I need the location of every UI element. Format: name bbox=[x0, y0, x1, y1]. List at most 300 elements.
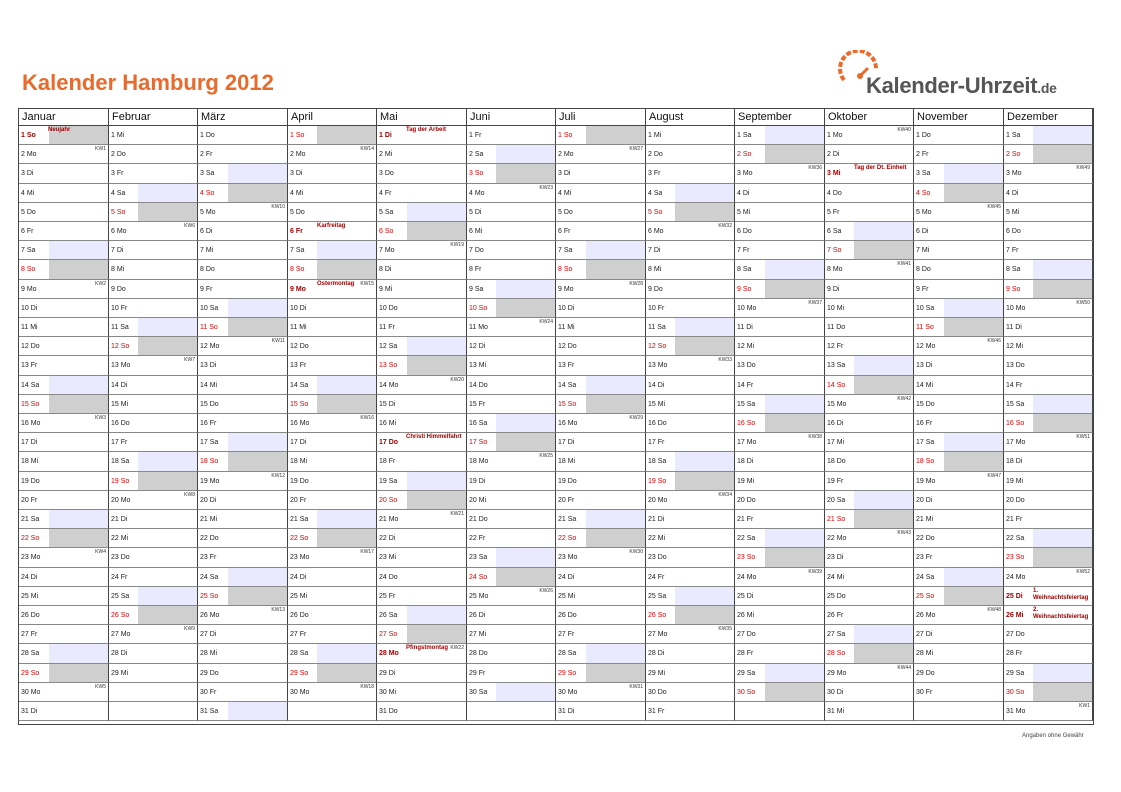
day-label: 15 Mo bbox=[827, 401, 847, 408]
day-label: 23 Mo bbox=[558, 554, 578, 561]
day-label: 24 Di bbox=[21, 574, 38, 581]
day-label: 4 So bbox=[200, 190, 215, 197]
day-label: 12 Do bbox=[21, 343, 40, 350]
day-cell bbox=[735, 702, 825, 721]
saturday-shade bbox=[765, 664, 824, 682]
day-label: 24 Sa bbox=[200, 574, 219, 581]
day-label: 30 Mo bbox=[290, 689, 310, 696]
day-cell bbox=[288, 337, 377, 356]
day-cell bbox=[556, 433, 646, 452]
day-label: 26 So bbox=[111, 612, 130, 619]
day-label: 29 Di bbox=[379, 670, 396, 677]
saturday-shade bbox=[944, 568, 1003, 586]
day-cell bbox=[377, 241, 467, 260]
day-label: 15 Do bbox=[916, 401, 935, 408]
holiday-label: Neujahr bbox=[48, 127, 71, 133]
day-cell bbox=[556, 222, 646, 241]
day-cell bbox=[377, 548, 467, 568]
sunday-shade bbox=[765, 414, 824, 432]
day-cell bbox=[646, 395, 735, 414]
day-label: 8 Fr bbox=[469, 266, 482, 273]
day-cell bbox=[1004, 606, 1093, 625]
day-cell bbox=[556, 510, 646, 529]
day-label: 25 Di bbox=[737, 593, 754, 600]
day-cell bbox=[109, 222, 198, 241]
holiday-label: Ostermontag bbox=[317, 281, 355, 287]
day-label: 15 Mi bbox=[648, 401, 666, 408]
week-number: KW18 bbox=[360, 684, 374, 690]
day-label: 26 So bbox=[648, 612, 667, 619]
day-label: 20 Do bbox=[737, 497, 756, 504]
sunday-shade bbox=[675, 606, 734, 624]
calendar-grid bbox=[18, 108, 1094, 725]
sunday-shade bbox=[854, 241, 913, 259]
day-label: 13 Do bbox=[737, 362, 756, 369]
sunday-shade bbox=[228, 318, 287, 336]
day-label: 12 Di bbox=[469, 343, 486, 350]
day-cell bbox=[377, 414, 467, 433]
saturday-shade bbox=[496, 683, 555, 701]
week-number: KW7 bbox=[184, 357, 195, 363]
day-cell bbox=[735, 510, 825, 529]
day-label: 16 Do bbox=[648, 420, 667, 427]
day-cell bbox=[1004, 299, 1093, 318]
day-cell bbox=[467, 395, 556, 414]
day-label: 9 Mo bbox=[290, 286, 306, 293]
day-label: 1 So bbox=[558, 132, 573, 139]
day-cell bbox=[467, 318, 556, 337]
sunday-shade bbox=[228, 452, 287, 471]
day-label: 22 Mi bbox=[648, 535, 666, 542]
day-cell bbox=[735, 395, 825, 414]
week-number: KW52 bbox=[1076, 569, 1090, 575]
sunday-shade bbox=[496, 433, 555, 451]
day-cell bbox=[467, 222, 556, 241]
day-cell bbox=[914, 433, 1004, 452]
day-cell bbox=[198, 606, 288, 625]
day-label: 21 Sa bbox=[558, 516, 577, 523]
day-label: 7 Di bbox=[111, 247, 124, 254]
day-cell bbox=[19, 472, 109, 491]
day-cell bbox=[646, 625, 735, 644]
day-cell bbox=[198, 568, 288, 587]
day-label: 4 Mo bbox=[469, 190, 485, 197]
sunday-shade bbox=[675, 472, 734, 490]
day-cell bbox=[556, 568, 646, 587]
day-cell bbox=[377, 683, 467, 702]
day-label: 30 Fr bbox=[200, 689, 217, 696]
day-cell bbox=[646, 318, 735, 337]
day-label: 11 Mi bbox=[290, 324, 307, 331]
saturday-shade bbox=[496, 280, 555, 298]
day-label: 2 So bbox=[1006, 151, 1021, 158]
day-cell bbox=[288, 241, 377, 260]
sunday-shade bbox=[49, 664, 108, 682]
day-label: 9 Mo bbox=[558, 286, 574, 293]
day-cell bbox=[109, 491, 198, 510]
day-cell bbox=[735, 356, 825, 376]
day-cell bbox=[556, 625, 646, 644]
month-header: Januar bbox=[19, 109, 109, 126]
month-header: November bbox=[914, 109, 1004, 126]
day-label: 27 Mo bbox=[111, 631, 131, 638]
day-label: 8 So bbox=[558, 266, 573, 273]
day-label: 6 Di bbox=[200, 228, 213, 235]
day-cell bbox=[735, 318, 825, 337]
day-label: 14 Sa bbox=[290, 382, 309, 389]
sunday-shade bbox=[1033, 548, 1092, 567]
sunday-shade bbox=[944, 184, 1003, 202]
day-label: 20 Sa bbox=[827, 497, 846, 504]
day-cell bbox=[467, 126, 556, 145]
week-number: KW38 bbox=[808, 434, 822, 440]
week-number: KW42 bbox=[897, 396, 911, 402]
day-label: 7 Sa bbox=[21, 247, 36, 254]
page-title: Kalender Hamburg 2012 bbox=[22, 70, 274, 95]
day-cell bbox=[377, 491, 467, 510]
day-label: 25 So bbox=[200, 593, 219, 600]
day-cell bbox=[1004, 548, 1093, 568]
saturday-shade bbox=[407, 606, 466, 624]
day-label: 8 So bbox=[290, 266, 305, 273]
sunday-shade bbox=[944, 318, 1003, 336]
day-cell bbox=[914, 664, 1004, 683]
day-label: 14 Di bbox=[648, 382, 665, 389]
day-cell bbox=[467, 606, 556, 625]
day-label: 24 Sa bbox=[916, 574, 935, 581]
day-cell bbox=[646, 644, 735, 664]
day-label: 30 Di bbox=[827, 689, 844, 696]
day-label: 14 Do bbox=[469, 382, 488, 389]
day-cell bbox=[646, 683, 735, 702]
day-label: 6 Di bbox=[916, 228, 929, 235]
day-label: 5 So bbox=[111, 209, 126, 216]
saturday-shade bbox=[675, 587, 734, 605]
day-cell bbox=[556, 491, 646, 510]
day-label: 19 Mo bbox=[916, 478, 936, 485]
week-number: KW36 bbox=[808, 165, 822, 171]
week-number: KW24 bbox=[539, 319, 553, 325]
day-cell bbox=[19, 529, 109, 548]
week-number: KW10 bbox=[271, 204, 285, 210]
day-label: 25 Di bbox=[1006, 593, 1023, 600]
day-cell bbox=[467, 568, 556, 587]
day-cell bbox=[377, 280, 467, 299]
day-label: 6 Fr bbox=[290, 228, 303, 235]
day-label: 12 Fr bbox=[827, 343, 844, 350]
sunday-shade bbox=[317, 260, 376, 279]
day-cell bbox=[109, 203, 198, 222]
day-cell bbox=[109, 452, 198, 472]
day-label: 31 Di bbox=[21, 708, 38, 715]
day-cell bbox=[825, 126, 914, 145]
day-cell bbox=[19, 433, 109, 452]
day-cell bbox=[556, 164, 646, 184]
week-number: KW50 bbox=[1076, 300, 1090, 306]
day-cell bbox=[19, 625, 109, 644]
day-cell bbox=[556, 376, 646, 395]
day-label: 4 Sa bbox=[111, 190, 126, 197]
saturday-shade bbox=[1033, 260, 1092, 279]
day-cell bbox=[109, 260, 198, 280]
day-cell bbox=[556, 644, 646, 664]
week-number: KW3 bbox=[95, 415, 106, 421]
saturday-shade bbox=[854, 356, 913, 375]
logo[interactable] bbox=[836, 50, 1076, 100]
day-cell bbox=[825, 318, 914, 337]
day-label: 10 Di bbox=[558, 305, 575, 312]
day-label: 19 So bbox=[648, 478, 667, 485]
day-label: 31 Fr bbox=[648, 708, 665, 715]
day-cell bbox=[377, 625, 467, 644]
day-cell bbox=[556, 529, 646, 548]
day-label: 22 Do bbox=[916, 535, 935, 542]
saturday-shade bbox=[138, 184, 197, 202]
day-label: 8 Do bbox=[200, 266, 215, 273]
day-cell bbox=[735, 644, 825, 664]
day-label: 19 Fr bbox=[827, 478, 844, 485]
day-cell bbox=[914, 145, 1004, 164]
day-cell bbox=[198, 548, 288, 568]
day-label: 12 Mi bbox=[737, 343, 755, 350]
day-label: 20 So bbox=[379, 497, 398, 504]
saturday-shade bbox=[317, 376, 376, 394]
saturday-shade bbox=[407, 203, 466, 221]
day-cell bbox=[467, 299, 556, 318]
day-cell bbox=[288, 472, 377, 491]
day-cell bbox=[825, 222, 914, 241]
week-number: KW27 bbox=[629, 146, 643, 152]
day-cell bbox=[735, 184, 825, 203]
day-cell bbox=[646, 529, 735, 548]
week-number: KW21 bbox=[450, 511, 464, 517]
day-cell bbox=[556, 548, 646, 568]
day-label: 22 So bbox=[21, 535, 40, 542]
day-cell bbox=[467, 356, 556, 376]
day-label: 16 Di bbox=[827, 420, 844, 427]
day-label: 19 Do bbox=[21, 478, 40, 485]
day-cell bbox=[556, 203, 646, 222]
day-cell bbox=[556, 395, 646, 414]
day-cell bbox=[467, 164, 556, 184]
day-label: 21 Sa bbox=[21, 516, 40, 523]
saturday-shade bbox=[228, 433, 287, 451]
day-label: 14 Fr bbox=[737, 382, 754, 389]
day-cell bbox=[735, 683, 825, 702]
day-cell bbox=[914, 644, 1004, 664]
day-label: 29 Mi bbox=[111, 670, 129, 677]
day-label: 13 Mo bbox=[648, 362, 668, 369]
day-label: 23 So bbox=[1006, 554, 1025, 561]
day-label: 24 Do bbox=[379, 574, 398, 581]
day-cell bbox=[1004, 337, 1093, 356]
day-label: 29 Mi bbox=[648, 670, 666, 677]
saturday-shade bbox=[944, 299, 1003, 317]
day-cell bbox=[735, 529, 825, 548]
day-label: 17 Do bbox=[379, 439, 399, 446]
day-cell bbox=[198, 625, 288, 644]
day-cell bbox=[914, 299, 1004, 318]
day-cell bbox=[288, 414, 377, 433]
day-label: 23 Mi bbox=[379, 554, 397, 561]
sunday-shade bbox=[49, 395, 108, 413]
day-cell bbox=[198, 203, 288, 222]
day-label: 28 Mo bbox=[379, 650, 399, 657]
day-cell bbox=[914, 280, 1004, 299]
day-label: 31 Di bbox=[558, 708, 575, 715]
day-cell bbox=[825, 145, 914, 164]
logo-tld: .de bbox=[1037, 80, 1057, 96]
day-cell bbox=[914, 606, 1004, 625]
day-cell bbox=[467, 203, 556, 222]
day-cell bbox=[825, 395, 914, 414]
day-cell bbox=[288, 587, 377, 606]
day-cell bbox=[914, 683, 1004, 702]
day-label: 22 Sa bbox=[1006, 535, 1025, 542]
day-label: 4 Sa bbox=[648, 190, 663, 197]
day-label: 29 Do bbox=[916, 670, 935, 677]
day-label: 27 Fr bbox=[290, 631, 307, 638]
day-label: 3 Mi bbox=[827, 170, 841, 177]
day-cell bbox=[288, 184, 377, 203]
day-cell bbox=[19, 548, 109, 568]
day-label: 6 Mo bbox=[111, 228, 127, 235]
day-label: 26 Fr bbox=[827, 612, 844, 619]
day-label: 8 Do bbox=[916, 266, 931, 273]
day-cell bbox=[198, 414, 288, 433]
day-label: 26 Do bbox=[558, 612, 577, 619]
day-label: 28 Di bbox=[648, 650, 665, 657]
day-label: 2 Sa bbox=[469, 151, 484, 158]
day-cell bbox=[467, 337, 556, 356]
day-cell bbox=[198, 126, 288, 145]
day-label: 29 So bbox=[21, 670, 40, 677]
day-cell bbox=[646, 203, 735, 222]
day-label: 24 Mo bbox=[1006, 574, 1026, 581]
sunday-shade bbox=[317, 664, 376, 682]
week-number: KW25 bbox=[539, 453, 553, 459]
day-label: 8 Sa bbox=[1006, 266, 1021, 273]
day-label: 11 Mi bbox=[558, 324, 575, 331]
week-number: KW13 bbox=[271, 607, 285, 613]
day-label: 30 Do bbox=[648, 689, 667, 696]
day-label: 5 Mi bbox=[737, 209, 751, 216]
day-cell bbox=[914, 337, 1004, 356]
day-label: 6 Mi bbox=[469, 228, 483, 235]
day-label: 7 Sa bbox=[290, 247, 305, 254]
day-label: 20 Fr bbox=[21, 497, 38, 504]
day-cell bbox=[377, 164, 467, 184]
day-cell bbox=[646, 414, 735, 433]
day-label: 6 Sa bbox=[827, 228, 842, 235]
day-label: 24 Fr bbox=[111, 574, 128, 581]
day-cell bbox=[109, 472, 198, 491]
week-number: KW47 bbox=[987, 473, 1001, 479]
saturday-shade bbox=[1033, 664, 1092, 682]
sunday-shade bbox=[407, 222, 466, 240]
saturday-shade bbox=[1033, 395, 1092, 413]
day-cell bbox=[377, 260, 467, 280]
day-cell bbox=[19, 126, 109, 145]
day-label: 14 Di bbox=[111, 382, 128, 389]
day-label: 8 Mo bbox=[827, 266, 843, 273]
day-cell bbox=[646, 433, 735, 452]
day-cell bbox=[377, 644, 467, 664]
day-cell bbox=[198, 337, 288, 356]
day-label: 12 Do bbox=[558, 343, 577, 350]
saturday-shade bbox=[138, 452, 197, 471]
day-label: 13 Di bbox=[200, 362, 217, 369]
day-cell bbox=[467, 491, 556, 510]
day-cell bbox=[109, 164, 198, 184]
day-cell bbox=[825, 606, 914, 625]
day-cell bbox=[109, 356, 198, 376]
day-cell bbox=[377, 568, 467, 587]
day-cell bbox=[825, 299, 914, 318]
day-label: 1 Do bbox=[200, 132, 215, 139]
week-number: KW33 bbox=[718, 357, 732, 363]
day-label: 9 Sa bbox=[469, 286, 484, 293]
day-cell bbox=[288, 260, 377, 280]
month-header: Juli bbox=[556, 109, 646, 126]
day-cell bbox=[19, 184, 109, 203]
day-label: 14 Sa bbox=[21, 382, 40, 389]
saturday-shade bbox=[138, 587, 197, 605]
day-cell bbox=[1004, 644, 1093, 664]
day-label: 24 Di bbox=[558, 574, 575, 581]
day-cell bbox=[288, 356, 377, 376]
day-cell bbox=[288, 164, 377, 184]
day-label: 12 Mi bbox=[1006, 343, 1024, 350]
holiday-label: Christi Himmelfahrt bbox=[406, 434, 462, 440]
day-cell bbox=[19, 606, 109, 625]
day-cell bbox=[646, 491, 735, 510]
sunday-shade bbox=[317, 529, 376, 547]
day-cell bbox=[914, 260, 1004, 280]
day-label: 27 Fr bbox=[21, 631, 38, 638]
day-cell bbox=[735, 260, 825, 280]
day-label: 31 Do bbox=[379, 708, 398, 715]
day-cell bbox=[735, 664, 825, 683]
day-cell bbox=[288, 395, 377, 414]
day-cell bbox=[109, 241, 198, 260]
day-cell bbox=[1004, 260, 1093, 280]
day-label: 13 Di bbox=[916, 362, 933, 369]
day-label: 17 Di bbox=[21, 439, 38, 446]
saturday-shade bbox=[765, 126, 824, 144]
week-number: KW4 bbox=[95, 549, 106, 555]
day-cell bbox=[735, 241, 825, 260]
day-label: 16 Sa bbox=[469, 420, 488, 427]
day-label: 30 Sa bbox=[469, 689, 488, 696]
day-cell bbox=[1004, 702, 1093, 721]
day-cell bbox=[467, 452, 556, 472]
day-cell bbox=[556, 184, 646, 203]
day-cell bbox=[914, 414, 1004, 433]
day-label: 6 Fr bbox=[558, 228, 571, 235]
day-label: 2 Do bbox=[648, 151, 663, 158]
day-cell bbox=[646, 280, 735, 299]
day-cell bbox=[914, 587, 1004, 606]
day-label: 10 So bbox=[469, 305, 488, 312]
day-label: 14 Sa bbox=[558, 382, 577, 389]
day-cell bbox=[109, 644, 198, 664]
day-cell bbox=[19, 414, 109, 433]
day-cell bbox=[377, 702, 467, 721]
day-cell bbox=[825, 491, 914, 510]
month-header: Februar bbox=[109, 109, 198, 126]
day-label: 15 Di bbox=[379, 401, 396, 408]
